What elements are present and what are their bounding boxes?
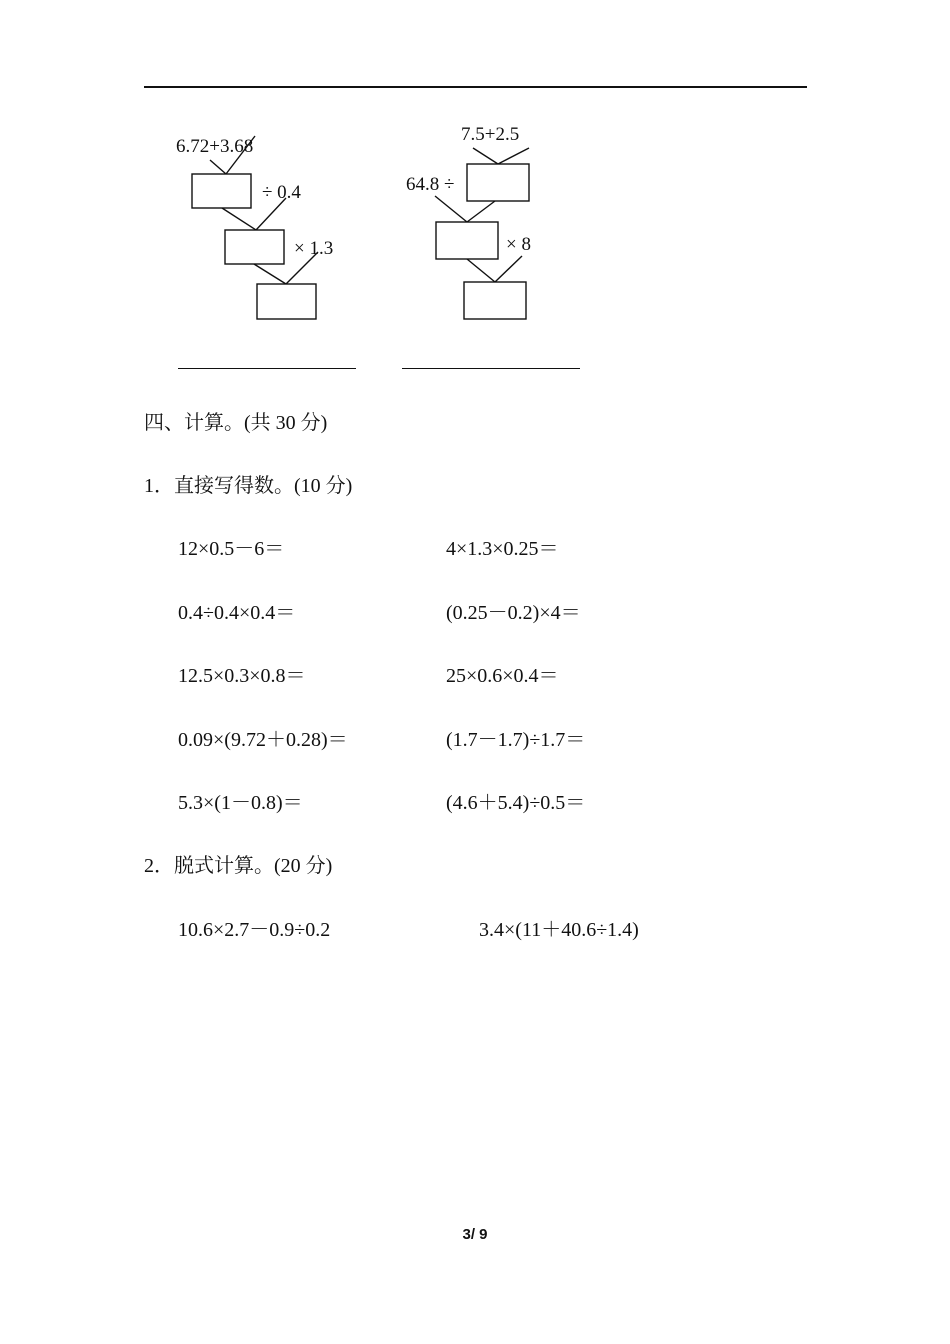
right-left-operand: 64.8 ÷ xyxy=(406,174,455,195)
left-connector-3a xyxy=(254,264,286,284)
left-answer-box-3[interactable] xyxy=(257,284,316,319)
question-1-title: 1．直接写得数。(10 分) xyxy=(144,475,353,497)
flow-diagram-left-svg xyxy=(170,110,370,325)
section-title: 四、计算。(共 30 分) xyxy=(144,412,328,434)
q1-item-7: 0.09×(9.72＋0.28)＝ xyxy=(178,729,348,751)
q1-item-3: 0.4÷0.4×0.4＝ xyxy=(178,602,296,624)
q1-item-8: (1.7－1.7)÷1.7＝ xyxy=(446,729,586,751)
right-connector-1a xyxy=(473,148,498,164)
right-connector-1b xyxy=(498,148,529,164)
q1-item-2: 4×1.3×0.25＝ xyxy=(446,538,559,560)
left-operation-1: ÷ 0.4 xyxy=(262,182,301,203)
left-connector-2a xyxy=(222,208,256,230)
question-2-title: 2．脱式计算。(20 分) xyxy=(144,855,333,877)
q1-item-9: 5.3×(1－0.8)＝ xyxy=(178,792,303,814)
right-connector-2b xyxy=(467,201,495,222)
header-rule xyxy=(144,86,807,88)
left-connector-1a xyxy=(210,160,226,174)
flow-diagram-right-svg xyxy=(405,110,605,325)
flow-diagram-left xyxy=(170,110,370,325)
right-answer-box-2[interactable] xyxy=(436,222,498,259)
page-number: 3/ 9 xyxy=(462,1226,488,1243)
q1-item-4: (0.25－0.2)×4＝ xyxy=(446,602,581,624)
right-top-expression: 7.5+2.5 xyxy=(461,124,520,145)
q1-item-1: 12×0.5－6＝ xyxy=(178,538,285,560)
left-answer-box-1[interactable] xyxy=(192,174,251,208)
right-operation-2: × 8 xyxy=(506,234,531,255)
left-operation-2: × 1.3 xyxy=(294,238,334,259)
right-connector-2a xyxy=(435,196,467,222)
right-connector-3b xyxy=(495,256,522,282)
right-connector-3a xyxy=(467,259,495,282)
q2-item-1: 10.6×2.7－0.9÷0.2 xyxy=(178,919,331,941)
q2-item-2: 3.4×(11＋40.6÷1.4) xyxy=(479,919,639,941)
q1-item-10: (4.6＋5.4)÷0.5＝ xyxy=(446,792,586,814)
answer-line-right[interactable] xyxy=(402,368,580,369)
q1-item-5: 12.5×0.3×0.8＝ xyxy=(178,665,306,687)
right-answer-box-3[interactable] xyxy=(464,282,526,319)
flow-diagram-right xyxy=(405,110,605,325)
answer-line-left[interactable] xyxy=(178,368,356,369)
right-answer-box-1[interactable] xyxy=(467,164,529,201)
q1-item-6: 25×0.6×0.4＝ xyxy=(446,665,559,687)
left-answer-box-2[interactable] xyxy=(225,230,284,264)
left-top-expression: 6.72+3.68 xyxy=(176,136,254,157)
